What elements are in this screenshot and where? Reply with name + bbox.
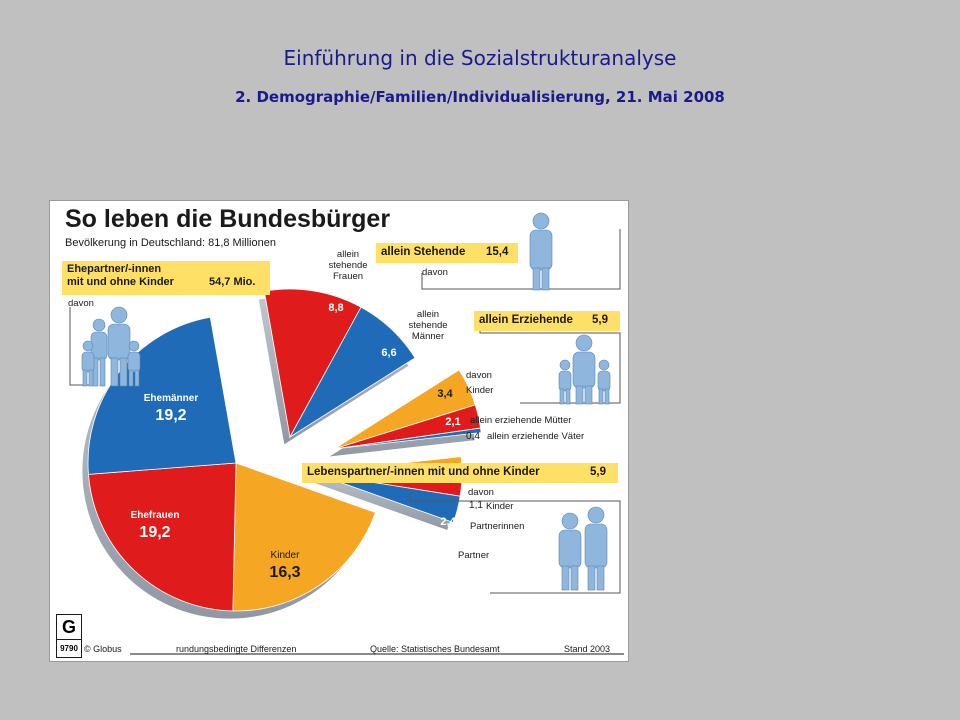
alleinstehende-label: allein Stehende <box>381 246 466 258</box>
slice-value-ae-kinder: 3,4 <box>437 388 453 400</box>
alleinstehende-davon: davon <box>422 267 448 278</box>
footer-note: rundungsbedingte Differenzen <box>176 644 297 654</box>
ehepartner-total: 54,7 Mio. <box>209 276 256 288</box>
chart-frame <box>49 200 629 662</box>
slice-label-ehemaenner: Ehemänner <box>143 393 199 404</box>
footer-brand: © Globus <box>84 644 122 654</box>
ae-muetter-label: allein erziehende Mütter <box>470 415 572 426</box>
slice-value-maenner: 6,6 <box>381 347 397 359</box>
alleinerziehende-total: 5,9 <box>592 314 608 326</box>
slice-value-frauen: 8,8 <box>328 302 344 314</box>
alleinerziehende-box <box>474 311 620 331</box>
slice-value-lp-partner: 2,4 <box>432 536 448 548</box>
chart-title: So leben die Bundesbürger <box>65 205 391 233</box>
frauen-label-line: allein <box>336 249 360 260</box>
alleinerziehende-davon: davon <box>466 370 492 381</box>
slice-value-ae-vaeter: 0,4 <box>466 431 480 442</box>
slice-label-ehefrauen: Ehefrauen <box>130 510 180 521</box>
lebenspartner-box <box>302 463 618 483</box>
ehepartner-box <box>62 261 270 295</box>
slice-value-lp-kinder: 1,1 <box>469 500 483 511</box>
lebenspartner-total: 5,9 <box>590 466 606 478</box>
frauen-label <box>318 249 378 282</box>
slide-title: Einführung in die Sozialstrukturanalyse <box>283 46 677 70</box>
ehepartner-davon: davon <box>68 298 94 309</box>
globus-code: 9790 <box>60 644 78 653</box>
globus-logo <box>56 614 82 658</box>
ehepartner-label-2: mit und ohne Kinder <box>67 276 174 288</box>
lebenspartner-davon: davon <box>468 487 494 498</box>
family-people-icon <box>82 307 140 386</box>
slice-value-ae-muetter: 2,1 <box>445 416 461 428</box>
ae-vaeter-label: allein erziehende Väter <box>487 431 585 442</box>
ehepartner-line2 <box>67 276 265 289</box>
ehepartner-label-1: Ehepartner/-innen <box>67 263 162 275</box>
slice-value-lp-partnerinnen: 2,4 <box>440 516 456 528</box>
frauen-label-line: Frauen <box>332 271 364 282</box>
chart-subtitle: Bevölkerung in Deutschland: 81,8 Millionen <box>65 237 276 249</box>
alleinerziehende-label: allein Erziehende <box>479 314 573 326</box>
slice-value-ehefrauen: 19,2 <box>139 524 171 541</box>
single-parent-icon <box>559 335 610 404</box>
slice-label-kinder: Kinder <box>270 550 300 561</box>
maenner-label-line: stehende <box>408 320 448 331</box>
footer-source: Quelle: Statistisches Bundesamt <box>370 644 500 654</box>
alleinstehende-total: 15,4 <box>486 246 509 258</box>
maenner-label-line: Männer <box>411 331 445 342</box>
slide-subtitle: 2. Demographie/Familien/Individualisierung, 21. Mai 2008 <box>235 88 725 106</box>
lp-partnerinnen-label: Partnerinnen <box>470 521 525 532</box>
footer-stand: Stand 2003 <box>564 644 611 654</box>
lp-kinder-label: Kinder <box>486 501 514 512</box>
slice-value-kinder: 16,3 <box>269 564 301 581</box>
lp-partner-label: Partner <box>458 550 490 561</box>
maenner-label-line: allein <box>416 309 440 320</box>
alleinstehende-box <box>376 243 518 263</box>
slice-value-ehemaenner: 19,2 <box>155 407 187 424</box>
lebenspartner-label: Lebenspartner/-innen mit und ohne Kinder <box>307 466 540 478</box>
single-person-icon <box>530 213 552 290</box>
couple-icon <box>559 507 607 590</box>
globus-g-mark: G <box>57 615 81 640</box>
ae-kinder-label: Kinder <box>466 385 494 396</box>
frauen-label-line: stehende <box>328 260 368 271</box>
maenner-label <box>398 309 458 342</box>
